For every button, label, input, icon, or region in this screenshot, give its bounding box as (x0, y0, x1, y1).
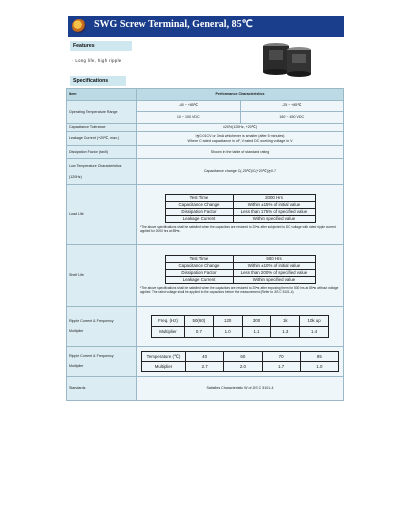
shelf-life-key: Capacitance Change (165, 262, 233, 269)
temp-head: Temperature (℃) (142, 352, 186, 362)
table-row (165, 255, 315, 262)
shelf-life-key: Leakage Current (165, 276, 233, 283)
table-row (67, 132, 344, 146)
op-temp-volt-b: 160 ~ 450 VDC (240, 111, 344, 123)
table-row (67, 146, 344, 159)
freq-head: Freq. (Hz) (152, 316, 185, 327)
freq-cell: 10k up (300, 316, 329, 327)
load-life-val: 2000 Hrs (233, 194, 315, 201)
freq-cell: 1k (271, 316, 300, 327)
mult-cell: 1.3 (271, 327, 300, 338)
ripple-freq-title: Ripple Current & Frequency (69, 319, 114, 323)
dissipation-value: Shown in the table of standard rating (137, 146, 344, 159)
freq-cell: 120 (213, 316, 242, 327)
table-row (67, 307, 344, 347)
table-row (165, 276, 315, 283)
shelf-life-label: Shelf Life (67, 245, 137, 307)
temp-cell: 70 (262, 352, 300, 362)
dissipation-label: Dissipation Factor (tanδ) (67, 146, 137, 159)
ripple-freq-sub: Multiplier (69, 329, 84, 333)
temp-cell: 40 (186, 352, 224, 362)
specifications-heading: Specifications (70, 76, 126, 86)
features-heading: Features (70, 41, 132, 51)
specifications-table (66, 88, 344, 401)
table-row (165, 208, 315, 215)
shelf-life-val: Less than 200% of specified value (233, 269, 315, 276)
shelf-life-key: Dissipation Factor (165, 269, 233, 276)
ripple-freq-value (137, 307, 344, 347)
mult-cell: 2.7 (186, 362, 224, 372)
load-life-note: *The above specifications shall be satisfied when the capacitors are restored to 20℃ after subjected to DC voltage with rated ripple current applied for 2000 hrs at 85℃. (140, 224, 336, 233)
table-row (152, 316, 329, 327)
page-title: SWG Screw Terminal, General, 85℃ (94, 19, 253, 30)
table-row (152, 327, 329, 338)
temp-cell: 60 (224, 352, 262, 362)
ripple-temp-value (137, 347, 344, 377)
table-row (165, 269, 315, 276)
op-temp-volt-a: 10 ~ 100 VDC (137, 111, 241, 123)
load-life-val: Less than 175% of specified value (233, 208, 315, 215)
features-text: · Long life, high ripple (72, 58, 122, 63)
mult-cell: 0.7 (185, 327, 214, 338)
shelf-life-val: Within ±10% of initial value (233, 262, 315, 269)
low-temp-title: Low Temperature Characteristics (69, 163, 122, 168)
ripple-temp-sub: Multiplier (69, 364, 84, 368)
load-life-key: Dissipation Factor (165, 208, 233, 215)
ripple-freq-label (67, 307, 137, 347)
table-row (165, 194, 315, 201)
table-row (142, 352, 339, 362)
table-header-row (67, 89, 344, 101)
mult-cell: 1.4 (300, 327, 329, 338)
capacitor-photo (260, 42, 316, 78)
load-life-label: Load Life (67, 185, 137, 245)
table-row (165, 262, 315, 269)
load-life-val: Within ±15% of initial value (233, 201, 315, 208)
leakage-line-1: I≦0.01CV or 3mA whichever is smaller (after 5 minutes) (195, 133, 285, 138)
cap-tol-value: ±20%(120Hz, +20℃) (137, 124, 344, 132)
leakage-line-2: Where C:rated capacitance in uF, V:rated DC working voltage in V (187, 138, 293, 143)
op-temp-range-b: -25 ~ +85℃ (240, 101, 344, 112)
load-life-key: Leakage Current (165, 215, 233, 222)
op-temp-label: Operating Temperature Range (67, 101, 137, 124)
cap-tol-label: Capacitance Tolerance (67, 124, 137, 132)
leakage-value (137, 132, 344, 146)
header-performance: Performance Characteristics (137, 89, 344, 101)
freq-cell: 300 (242, 316, 271, 327)
header-item: Item (67, 89, 137, 101)
shelf-life-val: Within specified value (233, 276, 315, 283)
temp-cell: 85 (300, 352, 338, 362)
table-row (67, 377, 344, 401)
load-life-key: Test Time (165, 194, 233, 201)
mult-head: Multiplier (142, 362, 186, 372)
standards-value: Satisfies Characteristic W of JIS C 5101-4 (137, 377, 344, 401)
mult-cell: 1.1 (242, 327, 271, 338)
mult-cell: 1.7 (262, 362, 300, 372)
ripple-temp-label (67, 347, 137, 377)
shelf-life-note: *The above specifications shall be satisfied when the capacitors are restored to 20℃ after exposing them for 500 hrs at 85℃ without voltage applied. The rated voltage shall be applied to the capacitors before the measurement.(Refer to JIS C 5101-4) (140, 285, 339, 294)
mult-head: Multiplier (152, 327, 185, 338)
shelf-life-key: Test Time (165, 255, 233, 262)
low-temp-sub: (120Hz) (69, 174, 82, 179)
mult-cell: 2.0 (224, 362, 262, 372)
table-row (165, 201, 315, 208)
ripple-freq-table (151, 315, 329, 338)
freq-cell: 50(60) (185, 316, 214, 327)
table-row (142, 362, 339, 372)
shelf-life-table (165, 255, 316, 284)
shelf-life-val: 500 Hrs (233, 255, 315, 262)
op-temp-range-a: -40 ~ +85℃ (137, 101, 241, 112)
load-life-key: Capacitance Change (165, 201, 233, 208)
ripple-temp-title: Ripple Current & Frequency (69, 354, 114, 358)
table-row (67, 347, 344, 377)
shelf-life-value (137, 245, 344, 307)
leakage-label: Leakage Current (+20℃, max.) (67, 132, 137, 146)
low-temp-value: Capacitance change C(-25℃)/C(+20℃)≧0.7 (137, 159, 344, 185)
table-row (67, 185, 344, 245)
table-row (67, 159, 344, 185)
table-row (67, 245, 344, 307)
mult-cell: 1.0 (300, 362, 338, 372)
low-temp-label (67, 159, 137, 185)
ripple-temp-table (141, 351, 339, 372)
company-logo-icon (72, 19, 86, 33)
load-life-table (165, 194, 316, 223)
table-row (165, 215, 315, 222)
load-life-value (137, 185, 344, 245)
mult-cell: 1.0 (213, 327, 242, 338)
table-row (67, 124, 344, 132)
standards-label: Standards (67, 377, 137, 401)
table-row (67, 101, 344, 112)
load-life-val: Within specified value (233, 215, 315, 222)
